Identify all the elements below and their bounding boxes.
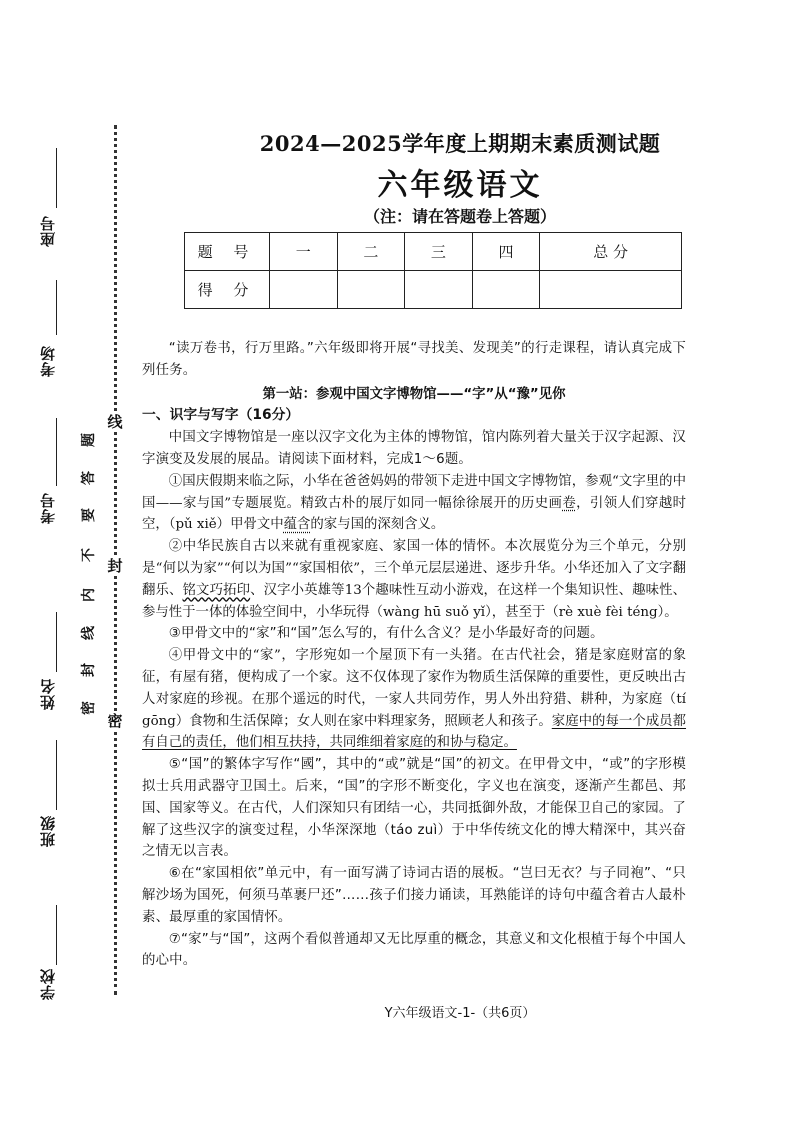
warning-char: 不 xyxy=(81,548,97,562)
score-cell-section-2: 二 xyxy=(337,233,405,271)
warning-char: 内 xyxy=(81,588,97,602)
score-blank-cell xyxy=(472,271,540,309)
warning-char: 线 xyxy=(81,626,97,640)
seat-line xyxy=(56,148,57,208)
p2-wavy-phrase: 铭文巧拓印 xyxy=(182,582,251,598)
school-label: 学校 xyxy=(39,968,57,1000)
score-blank-cell xyxy=(337,271,405,309)
score-cell-label: 题 号 xyxy=(185,233,270,271)
score-table-header-row xyxy=(185,233,682,271)
paragraph-3: ③甲骨文中的“家”和“国”怎么写的，有什么含义？是小华最好奇的问题。 xyxy=(168,626,604,642)
paragraph-5: ⑤“国”的繁体字写作“國”，其中的“或”就是“国”的初文。在甲骨文中，“或”的字形模拟士兵用武器守卫国土。后来，“国”的字形不断变化，字义也在演变，逐渐产生都邑、邦国、国家等义。在古代，人们深知只有团结一心，共同抵御外敌，才能保卫自己的家园。了解了这些汉字的演变过程，小华深深地（táo zuì）于中华传统文化的博大精深中，其兴奋之情无以言表。 xyxy=(142,757,686,860)
station-heading: 第一站：参观中国文字博物馆——“字”从“豫”见你 xyxy=(262,386,566,402)
p1-dotted-word: 蕴含 xyxy=(283,517,311,533)
name-line xyxy=(56,612,57,672)
warning-char: 封 xyxy=(81,663,97,677)
warning-char: 要 xyxy=(81,508,97,522)
score-blank-cell xyxy=(270,271,338,309)
room-line xyxy=(56,280,57,335)
score-table-score-row xyxy=(185,271,682,309)
p4-text: ④甲骨文中的“家”，字形宛如一个屋顶下有一头猪。在古代社会，猪是家庭财富的象征，有屋有猪，便构成了一个家。这不仅体现了家作为物质生活保障的重要性，更反映出古人对家庭的珍视。在那个遥远的时代，一家人共同劳作，男人外出狩猎、耕种，为家庭（tí gōng）食物和生活保障；女人则在家中料理家务，照顾老人和孩子。 xyxy=(142,648,686,729)
class-label: 班级 xyxy=(39,815,57,847)
warning-char: 题 xyxy=(81,433,97,447)
p2-text: 、汉字小英雄等13个趣味性互动小游戏，在这样一个集知识性、趣味性、参与性于一体的体验空间中，小华玩得（wàng hū suǒ yǐ），甚至于（rè xuè fèi téng）。 xyxy=(142,582,687,620)
paragraph-2 xyxy=(142,536,686,623)
p2-text: ②中华民族自古以来就有重视家庭、家国一体的情怀。本次展览分为三个单元，分别是“何以为家”“何以为国”“家国相依”，三个单元层层递进、逐步升华。小华还加入了文字翻翻乐、 xyxy=(142,539,686,598)
score-row-label: 得 分 xyxy=(185,271,270,309)
exam-body xyxy=(142,338,686,972)
school-line xyxy=(56,905,57,965)
p1-text: ，引领人们穿越时空，（pǔ xiě）甲骨文中 xyxy=(142,495,687,533)
paragraph-7: ⑦“家”与“国”，这两个看似普通却又无比厚重的概念，其意义和文化根植于每个中国人的心中。 xyxy=(142,931,686,969)
seat-label: 座号 xyxy=(39,215,57,247)
exam-note: （注：请在答题卷上答题） xyxy=(363,207,556,226)
score-table xyxy=(184,232,682,309)
intro-paragraph: “读万卷书，行万里路。”六年级即将开展“寻找美、发现美”的行走课程，请认真完成下列任务。 xyxy=(142,341,686,378)
page-footer: Y六年级语文-1-（共6页） xyxy=(384,1006,536,1021)
warning-char: 答 xyxy=(81,471,97,485)
warning-char: 密 xyxy=(81,701,97,715)
seal-char-mi: 密 xyxy=(107,712,123,730)
paragraph-4 xyxy=(142,645,686,754)
exam-subtitle: 六年级语文 xyxy=(377,168,543,203)
score-blank-cell xyxy=(405,271,473,309)
name-label: 姓名 xyxy=(39,678,57,710)
exam-no-line xyxy=(56,418,57,486)
score-cell-section-1: 一 xyxy=(270,233,338,271)
class-line xyxy=(56,740,57,810)
paragraph-6: ⑥在“家国相依”单元中，有一面写满了诗词古语的展板。“岂曰无衣？与子同袍”、“只解沙场为国死，何须马革裹尸还”……孩子们接力诵读，耳熟能详的诗句中蕴含着古人最朴素、最厚重的家国情怀。 xyxy=(142,866,686,925)
p1-text: 的家与国的深刻含义。 xyxy=(310,517,445,533)
p4-underlined-sentence: 家庭中的每一个成员都有自己的责任，他们相互扶持，共同维细着家庭的和协与稳定。 xyxy=(142,713,687,751)
room-label: 考场 xyxy=(39,345,57,377)
p1-text: ①国庆假期来临之际，小华在爸爸妈妈的带领下走进中国文字博物馆，参观“文字里的中国——家与国”专题展览。精致古朴的展厅如同一幅徐徐展开的历史画 xyxy=(142,473,686,511)
score-cell-total: 总 分 xyxy=(540,233,682,271)
score-cell-section-4: 四 xyxy=(472,233,540,271)
p1-dotted-char: 卷 xyxy=(562,495,577,511)
seal-char-feng: 封 xyxy=(107,557,123,575)
section-lead: 中国文字博物馆是一座以汉字文化为主体的博物馆，馆内陈列着大量关于汉字起源、汉字演变及发展的展品。请阅读下面材料，完成1～6题。 xyxy=(142,430,686,467)
seal-char-xian: 线 xyxy=(107,413,123,431)
exam-no-label: 考号 xyxy=(39,492,57,524)
exam-title: 2024—2025学年度上期期末素质测试题 xyxy=(259,131,661,156)
score-cell-section-3: 三 xyxy=(405,233,473,271)
paragraph-1 xyxy=(142,471,686,536)
section-heading: 一、识字与写字（16分） xyxy=(142,407,300,424)
score-blank-cell xyxy=(540,271,682,309)
